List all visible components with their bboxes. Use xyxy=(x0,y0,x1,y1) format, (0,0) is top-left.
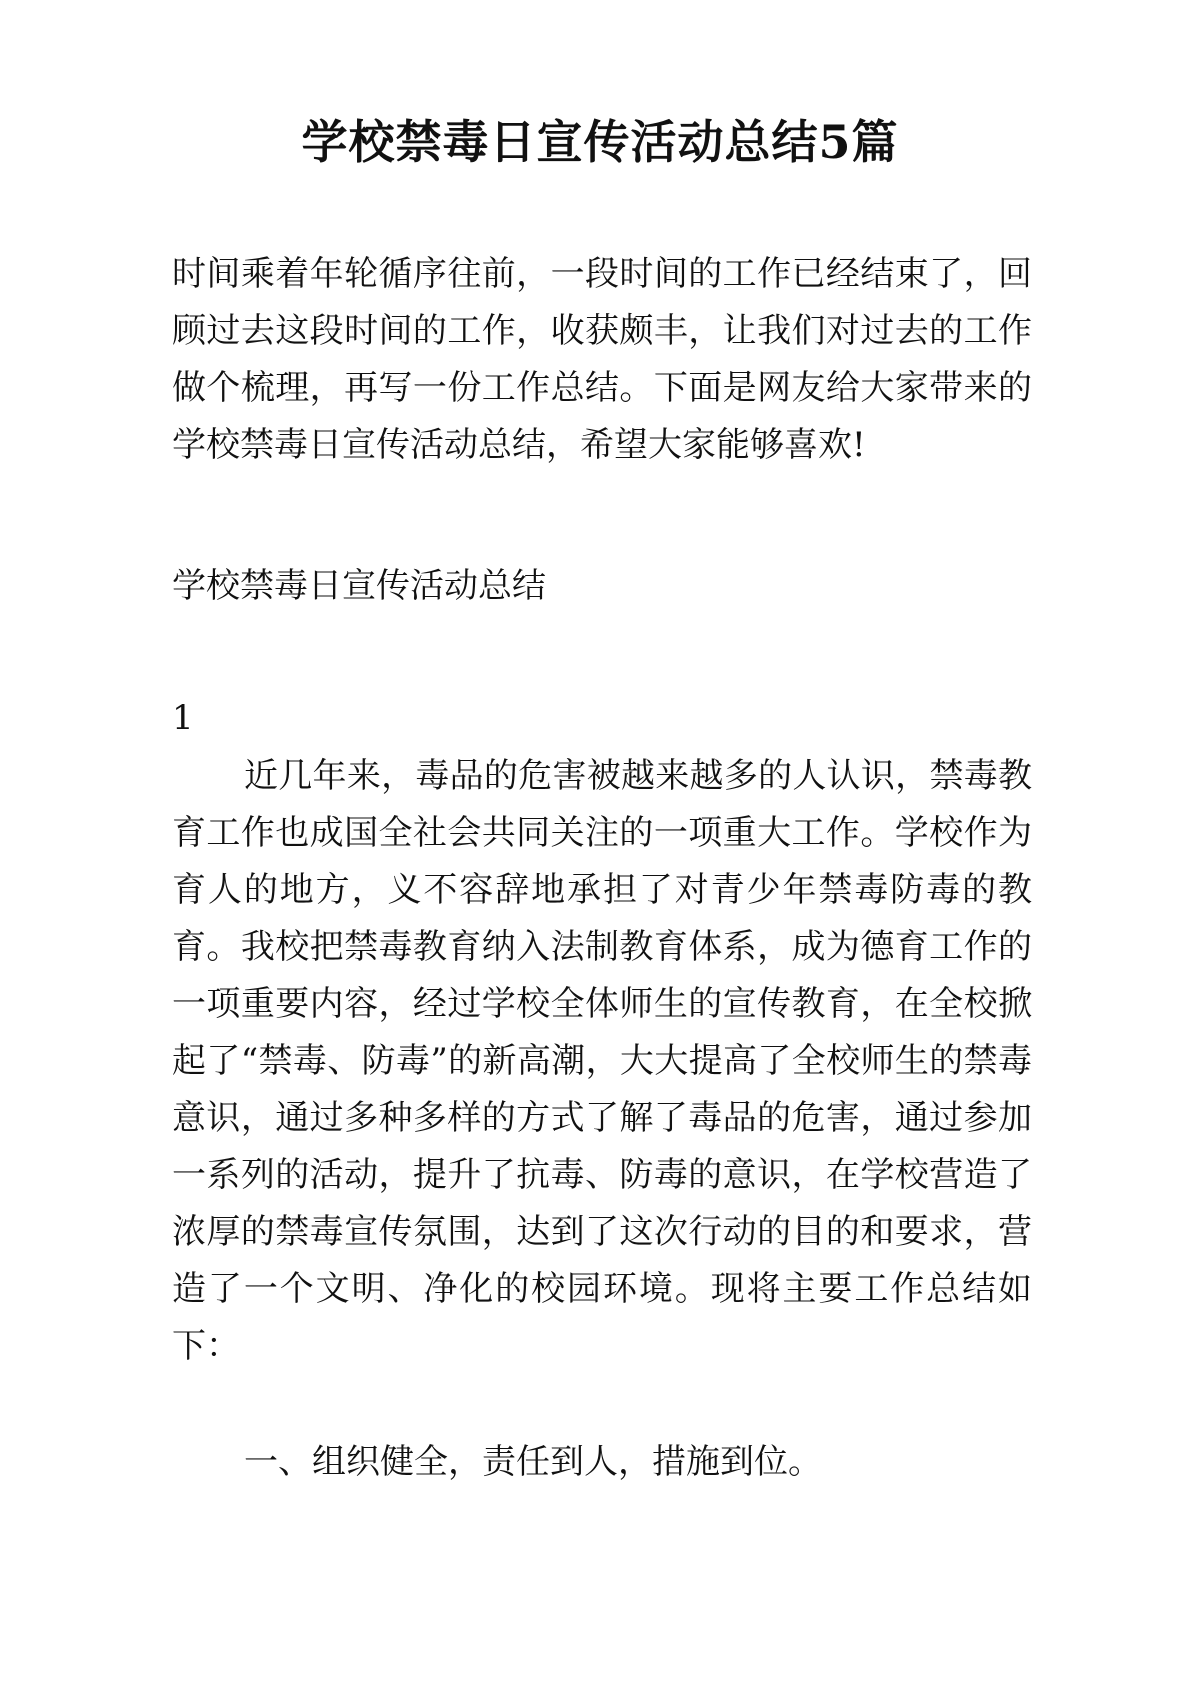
section-heading: 一、组织健全，责任到人，措施到位。 xyxy=(244,1442,822,1482)
section-subtitle: 学校禁毒日宣传活动总结 xyxy=(172,566,546,606)
intro-paragraph: 时间乘着年轮循序往前，一段时间的工作已经结束了，回顾过去这段时间的工作，收获颇丰，让我们对过去的工作做个梳理，再写一份工作总结。下面是网友给大家带来的学校禁毒日宣传活动总结，希望大家能够喜欢! xyxy=(172,254,1032,465)
section-number: 1 xyxy=(172,698,194,738)
body-paragraph: 近几年来，毒品的危害被越来越多的人认识，禁毒教育工作也成国全社会共同关注的一项重大工作。学校作为育人的地方，义不容辞地承担了对青少年禁毒防毒的教育。我校把禁毒教育纳入法制教育体系，成为德育工作的一项重要内容，经过学校全体师生的宣传教育，在全校掀起了“禁毒、防毒”的新高潮，大大提高了全校师生的禁毒意识，通过多种多样的方式了解了毒品的危害，通过参加一系列的活动，提升了抗毒、防毒的意识，在学校营造了浓厚的禁毒宣传氛围，达到了这次行动的目的和要求，营造了一个文明、净化的校园环境。现将主要工作总结如下： xyxy=(172,756,1032,1366)
document-title: 学校禁毒日宣传活动总结5篇 xyxy=(301,115,899,169)
